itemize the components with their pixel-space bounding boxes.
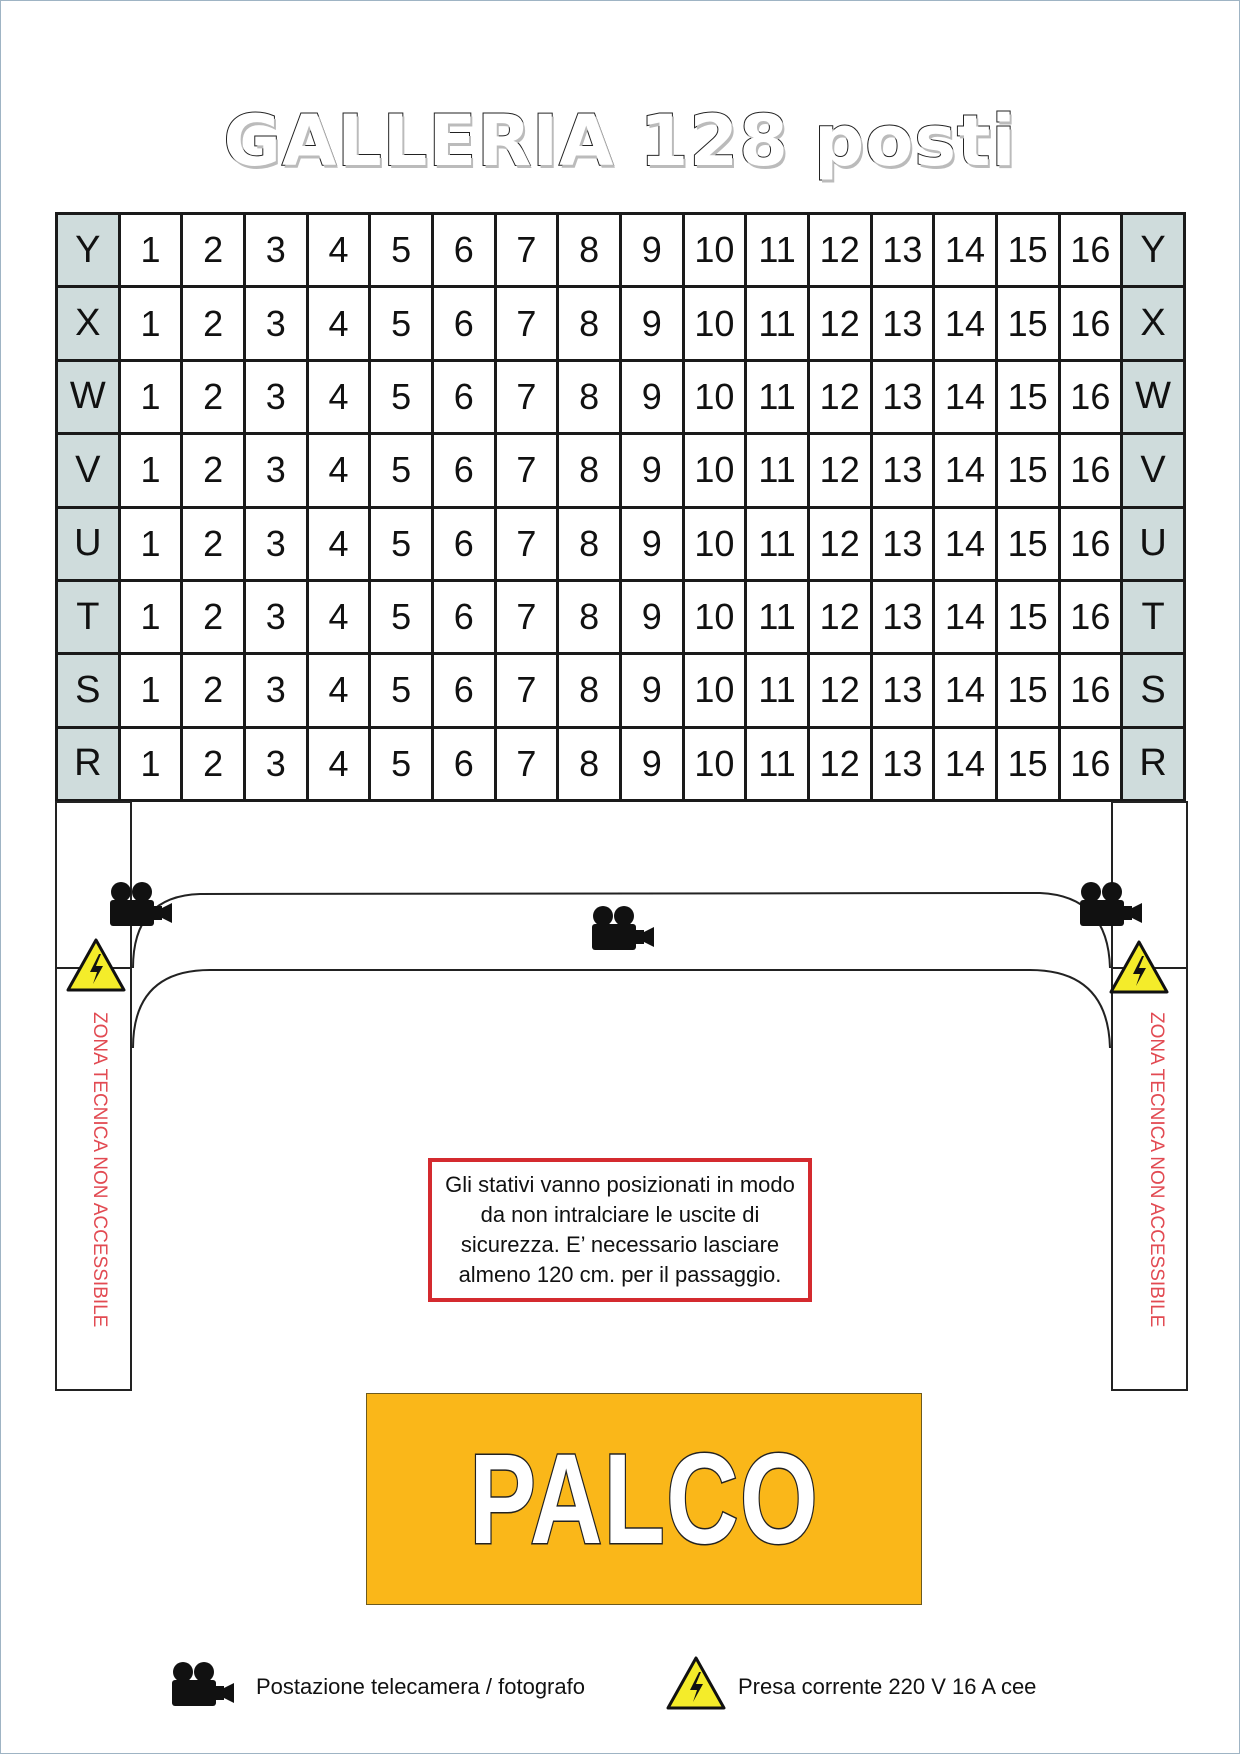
seat: 7 [495,654,558,727]
safety-notice: Gli stativi vanno posizionati in modo da non intralciare le uscite di sicurezza. E’ necessario lasciare almeno 120 cm. per il passaggio. [428,1158,812,1302]
stage [366,1393,922,1605]
camera-icon [1080,882,1142,926]
seat: 15 [996,434,1059,507]
seat: 8 [558,580,621,653]
stage-label: PALCO [469,1427,819,1571]
seat: 8 [558,214,621,287]
seat: 5 [370,287,433,360]
seat: 2 [182,434,245,507]
seat: 2 [182,214,245,287]
seat: 4 [307,360,370,433]
walkway-lower-curve [133,970,1110,1048]
seat: 12 [808,360,871,433]
row-label-left: X [57,287,120,360]
camera-icon [592,906,654,950]
seat: 9 [620,727,683,800]
seat: 10 [683,580,746,653]
seat: 14 [934,434,997,507]
row-label-left: T [57,580,120,653]
seat: 2 [182,727,245,800]
row-label-right: U [1122,507,1185,580]
seat: 6 [432,727,495,800]
seat: 11 [746,580,809,653]
seat: 1 [119,214,182,287]
seat: 1 [119,727,182,800]
seat: 10 [683,360,746,433]
row-label-right: X [1122,287,1185,360]
row-label-left: R [57,727,120,800]
seat: 5 [370,507,433,580]
seat: 10 [683,287,746,360]
seat: 2 [182,654,245,727]
seat: 3 [244,287,307,360]
seat: 7 [495,360,558,433]
seat: 16 [1059,434,1122,507]
seat: 3 [244,434,307,507]
legend-camera-label: Postazione telecamera / fotografo [256,1674,585,1699]
seat: 9 [620,434,683,507]
seat: 11 [746,287,809,360]
seat: 14 [934,727,997,800]
seat: 14 [934,287,997,360]
seat: 10 [683,434,746,507]
seat: 13 [871,727,934,800]
seat: 1 [119,287,182,360]
seat: 3 [244,580,307,653]
seat: 7 [495,580,558,653]
seat: 12 [808,654,871,727]
row-label-left: Y [57,214,120,287]
seat: 4 [307,727,370,800]
seat: 14 [934,360,997,433]
seat: 6 [432,580,495,653]
row-label-left: W [57,360,120,433]
seat: 9 [620,654,683,727]
seat: 1 [119,360,182,433]
seat: 9 [620,507,683,580]
seat: 3 [244,654,307,727]
seat: 9 [620,580,683,653]
seat: 16 [1059,287,1122,360]
seat: 13 [871,214,934,287]
seat: 7 [495,287,558,360]
seat: 11 [746,214,809,287]
seat: 16 [1059,360,1122,433]
seat: 5 [370,434,433,507]
seat: 13 [871,654,934,727]
seat: 10 [683,727,746,800]
seat: 4 [307,580,370,653]
seat: 16 [1059,654,1122,727]
seat: 8 [558,360,621,433]
seat: 14 [934,214,997,287]
seat: 8 [558,287,621,360]
seat: 2 [182,360,245,433]
seat: 5 [370,727,433,800]
seat: 6 [432,434,495,507]
seat: 16 [1059,727,1122,800]
seat: 15 [996,654,1059,727]
seat: 4 [307,214,370,287]
seat: 8 [558,727,621,800]
seat: 1 [119,434,182,507]
seat: 11 [746,434,809,507]
seat: 11 [746,360,809,433]
seat: 15 [996,580,1059,653]
seat: 6 [432,360,495,433]
seat: 11 [746,727,809,800]
seat: 9 [620,287,683,360]
seat: 11 [746,654,809,727]
row-label-left: V [57,434,120,507]
seat: 8 [558,654,621,727]
seat: 5 [370,214,433,287]
high-voltage-icon [668,1658,724,1708]
seat: 1 [119,580,182,653]
seat: 14 [934,580,997,653]
legend-power-label: Presa corrente 220 V 16 A cee [738,1674,1037,1699]
page-title: GALLERIA 128 posti [223,100,1017,182]
seat: 10 [683,507,746,580]
seat: 7 [495,214,558,287]
seat: 14 [934,507,997,580]
seat: 12 [808,434,871,507]
seat: 15 [996,360,1059,433]
tech-zone-left-label: ZONA TECNICA NON ACCESSIBILE [89,1012,110,1328]
seat: 4 [307,507,370,580]
seat: 15 [996,287,1059,360]
row-label-right: V [1122,434,1185,507]
seat: 5 [370,580,433,653]
seat: 4 [307,654,370,727]
seat: 13 [871,580,934,653]
seat: 10 [683,214,746,287]
seat: 3 [244,507,307,580]
seat: 2 [182,287,245,360]
seat: 13 [871,360,934,433]
seat: 13 [871,507,934,580]
row-label-left: U [57,507,120,580]
seat: 10 [683,654,746,727]
seat: 15 [996,214,1059,287]
seat: 15 [996,507,1059,580]
seat: 12 [808,727,871,800]
seat: 16 [1059,580,1122,653]
high-voltage-icon [68,940,124,990]
seat: 1 [119,654,182,727]
seat: 5 [370,360,433,433]
seat: 13 [871,287,934,360]
seat: 6 [432,287,495,360]
seat: 9 [620,360,683,433]
seat: 8 [558,434,621,507]
seat: 16 [1059,214,1122,287]
seat: 14 [934,654,997,727]
seat: 8 [558,507,621,580]
seat: 7 [495,727,558,800]
seat: 11 [746,507,809,580]
seat: 3 [244,360,307,433]
seat: 4 [307,287,370,360]
seat: 1 [119,507,182,580]
row-label-right: S [1122,654,1185,727]
tech-zone-right-label: ZONA TECNICA NON ACCESSIBILE [1146,1012,1167,1328]
seat: 4 [307,434,370,507]
seat: 12 [808,287,871,360]
seat: 7 [495,507,558,580]
seat: 5 [370,654,433,727]
seat: 3 [244,727,307,800]
seat: 6 [432,507,495,580]
seat: 9 [620,214,683,287]
row-label-right: Y [1122,214,1185,287]
seat: 15 [996,727,1059,800]
seat: 2 [182,507,245,580]
row-label-right: W [1122,360,1185,433]
seat: 13 [871,434,934,507]
seat: 6 [432,214,495,287]
camera-icon [172,1662,234,1706]
row-label-right: T [1122,580,1185,653]
seat: 16 [1059,507,1122,580]
row-label-left: S [57,654,120,727]
seat: 2 [182,580,245,653]
seat: 12 [808,580,871,653]
seat: 3 [244,214,307,287]
row-label-right: R [1122,727,1185,800]
seat: 6 [432,654,495,727]
seat: 12 [808,507,871,580]
seat: 12 [808,214,871,287]
seat: 7 [495,434,558,507]
